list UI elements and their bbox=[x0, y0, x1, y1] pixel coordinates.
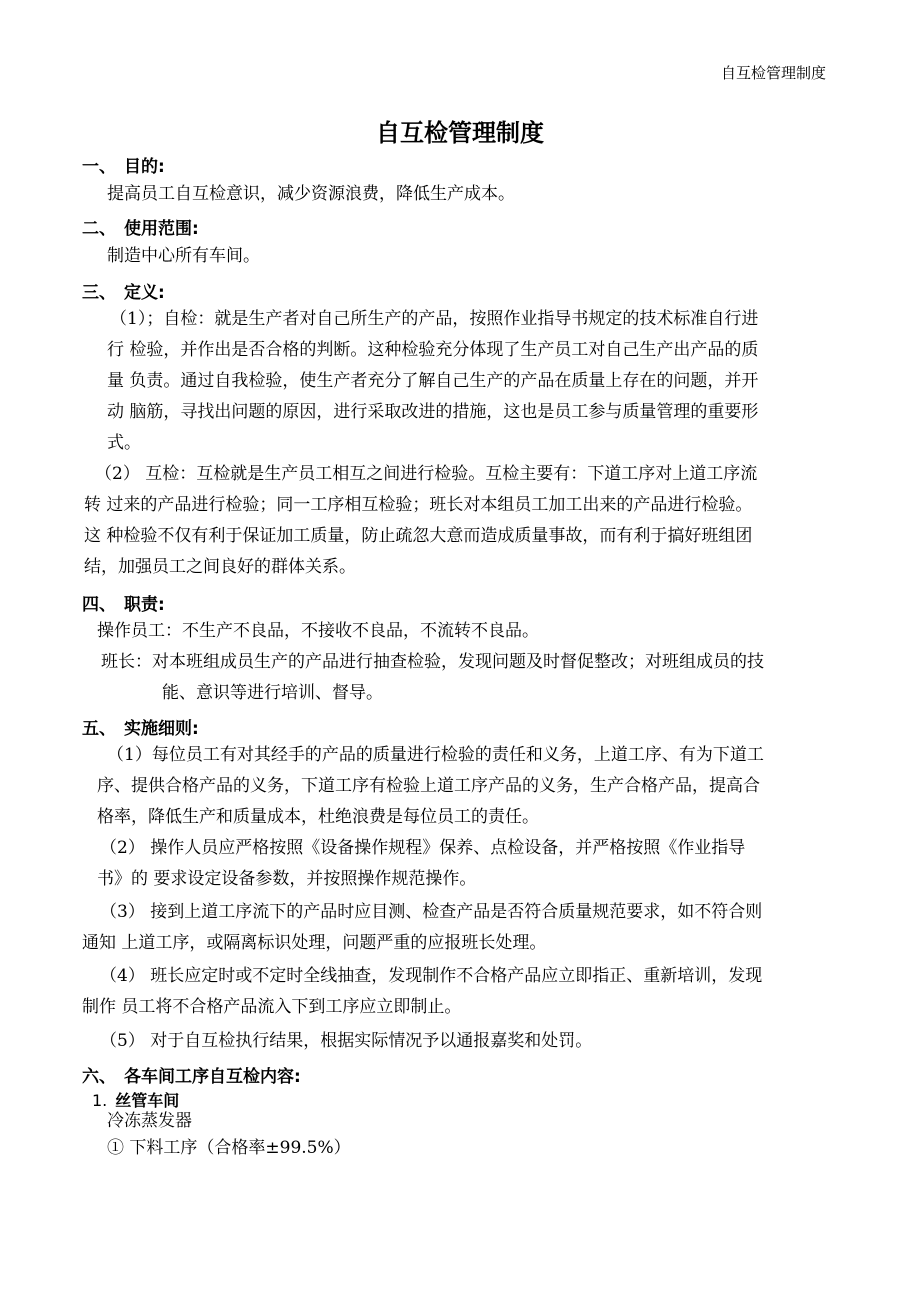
paragraph-line: （1）每位员工有对其经手的产品的质量进行检验的责任和义务，上道工序、有为下道工 bbox=[107, 745, 764, 765]
paragraph-line: ① 下料工序（合格率±99.5%） bbox=[107, 1138, 351, 1158]
paragraph-line: （2） 互检：互检就是生产员工相互之间进行检验。互检主要有：下道工序对上道工序流 bbox=[95, 464, 758, 484]
paragraph-line: 制作 员工将不合格产品流入下到工序应立即制止。 bbox=[82, 997, 462, 1017]
section-title: 各车间工序自互检内容: bbox=[124, 1067, 301, 1087]
paragraph-line: （1）；自检：就是生产者对自己所生产的产品，按照作业指导书规定的技术标准自行进 bbox=[110, 309, 759, 329]
paragraph-line: 序、提供合格产品的义务，下道工序有检验上道工序产品的义务，生产合格产品，提高合 bbox=[97, 776, 760, 796]
running-header: 自互检管理制度 bbox=[720, 64, 826, 82]
paragraph-line: 动 脑筋，寻找出问题的原因，进行采取改进的措施，这也是员工参与质量管理的重要形 bbox=[107, 402, 759, 422]
paragraph-line: 通知 上道工序，或隔离标识处理，问题严重的应报班长处理。 bbox=[82, 933, 547, 953]
paragraph-line: 班长：对本班组成员生产的产品进行抽查检验，发现问题及时督促整改；对班组成员的技 bbox=[101, 652, 764, 672]
section-heading bbox=[82, 152, 165, 177]
section-number: 二、 bbox=[82, 219, 116, 239]
section-title: 目的: bbox=[124, 157, 165, 177]
paragraph-line: （3） 接到上道工序流下的产品时应目测、检查产品是否符合质量规范要求，如不符合则 bbox=[100, 902, 763, 922]
section-heading bbox=[82, 590, 165, 615]
paragraph-line: 转 过来的产品进行检验；同一工序相互检验；班长对本组员工加工出来的产品进行检验。 bbox=[84, 495, 753, 515]
paragraph-line: 结，加强员工之间良好的群体关系。 bbox=[84, 557, 356, 577]
section-title: 实施细则: bbox=[124, 719, 199, 739]
paragraph-line: 量 负责。通过自我检验，使生产者充分了解自己生产的产品在质量上存在的问题，并开 bbox=[107, 371, 759, 391]
section-number: 五、 bbox=[82, 719, 116, 739]
section-title: 定义: bbox=[124, 283, 165, 303]
subsection-title: 丝管车间 bbox=[115, 1091, 180, 1110]
paragraph-line: 能、意识等进行培训、督导。 bbox=[162, 683, 383, 703]
paragraph-line: 书》的 要求设定设备参数，并按照操作规范操作。 bbox=[97, 869, 477, 889]
paragraph-line: 式。 bbox=[107, 433, 141, 453]
section-heading bbox=[82, 714, 199, 739]
paragraph-line: 操作员工：不生产不良品，不接收不良品，不流转不良品。 bbox=[97, 621, 539, 641]
section-number: 六、 bbox=[82, 1067, 116, 1087]
section-heading bbox=[82, 278, 165, 303]
paragraph-line: 这 种检验不仅有利于保证加工质量，防止疏忽大意而造成质量事故，而有利于搞好班组团 bbox=[84, 526, 753, 546]
section-title: 使用范围: bbox=[124, 219, 199, 239]
section-number: 一、 bbox=[82, 157, 116, 177]
paragraph-line: 提高员工自互检意识，减少资源浪费，降低生产成本。 bbox=[107, 184, 515, 204]
section-number: 四、 bbox=[82, 595, 116, 615]
paragraph-line: 制造中心所有车间。 bbox=[107, 246, 260, 266]
paragraph-line: （4） 班长应定时或不定时全线抽查，发现制作不合格产品应立即指正、重新培训，发现 bbox=[100, 966, 763, 986]
paragraph-line: （2） 操作人员应严格按照《设备操作规程》保养、点检设备，并严格按照《作业指导 bbox=[100, 838, 746, 858]
paragraph-line: 格率，降低生产和质量成本，杜绝浪费是每位员工的责任。 bbox=[97, 807, 539, 827]
subsection-number: 1. bbox=[92, 1091, 108, 1110]
section-heading bbox=[82, 1062, 301, 1087]
paragraph-line: 行 检验，并作出是否合格的判断。这种检验充分体现了生产员工对自己生产出产品的质 bbox=[107, 340, 759, 360]
page-title: 自互检管理制度 bbox=[376, 119, 544, 147]
section-heading bbox=[82, 214, 199, 239]
paragraph-line: （5） 对于自互检执行结果，根据实际情况予以通报嘉奖和处罚。 bbox=[100, 1031, 593, 1051]
section-number: 三、 bbox=[82, 283, 116, 303]
paragraph-line: 冷冻蒸发器 bbox=[107, 1111, 192, 1131]
section-title: 职责: bbox=[124, 595, 165, 615]
